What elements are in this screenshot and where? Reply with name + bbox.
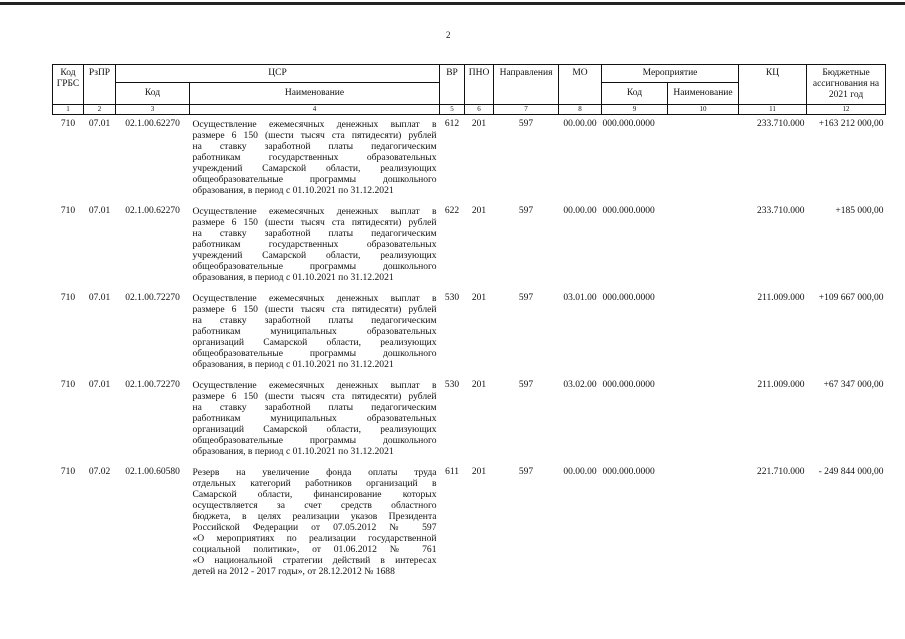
- cell-pno: 201: [471, 119, 487, 129]
- col-number: 4: [190, 105, 440, 115]
- cell-mo: 00.00.00: [563, 119, 597, 129]
- name-line: отдельных категорий работников организаций в: [192, 478, 437, 489]
- col-number: 5: [440, 105, 465, 115]
- table-row: [53, 115, 886, 203]
- page-number: 2: [446, 30, 451, 40]
- cell-kc: 211.009.000: [757, 380, 805, 390]
- cell-vr: 530: [444, 293, 460, 303]
- table-row: [53, 376, 886, 463]
- cell-name: [190, 289, 440, 376]
- name-line: учреждений Самарской области, реализующих: [192, 163, 437, 174]
- name-line: образования, в период с 01.10.2021 по 31.12.2021: [192, 359, 394, 370]
- name-line: Резерв на увеличение фонда оплаты труда: [192, 467, 437, 478]
- name-line: детей на 2012 - 2017 годы», от 28.12.2012 № 1688: [192, 566, 395, 577]
- budget-table: [52, 64, 886, 583]
- header-budget: Бюджетные ассигнования на 2021 год: [807, 65, 886, 105]
- name-line: образования, в период с 01.10.2021 по 31.12.2021: [192, 446, 394, 457]
- cell-csr-kod: 02.1.00.72270: [125, 380, 180, 390]
- col-number: 1: [53, 105, 84, 115]
- name-line: размере 6 150 (шести тысяч ста пятидесяти) рублей: [192, 130, 437, 141]
- cell-csr-kod: 02.1.00.72270: [125, 293, 180, 303]
- header-napravleniya: Направления: [494, 65, 559, 105]
- name-line: Российской Федерации от 07.05.2012 № 597: [192, 522, 437, 533]
- name-line: общеобразовательные программы дошкольного: [192, 435, 437, 446]
- name-line: на ставку заработной платы педагогическим: [192, 315, 437, 326]
- cell-pno: 201: [471, 380, 487, 390]
- name-line: образования, в период с 01.10.2021 по 31.12.2021: [192, 185, 394, 196]
- header-csr-name: Наименование: [190, 83, 440, 105]
- cell-mo: 00.00.00: [563, 206, 597, 216]
- cell-mer-name: [668, 202, 739, 289]
- header-kc: КЦ: [739, 65, 807, 105]
- cell-mer-name: [668, 289, 739, 376]
- header-mer-kod: Код: [602, 83, 668, 105]
- name-line: учреждений Самарской области, реализующих: [192, 250, 437, 261]
- name-line: Осуществление ежемесячных денежных выплат в: [192, 380, 437, 391]
- cell-csr-kod: 02.1.00.62270: [125, 119, 180, 129]
- name-line: общеобразовательные программы дошкольного: [192, 348, 437, 359]
- col-number: 10: [668, 105, 739, 115]
- cell-napravleniya: 597: [518, 206, 534, 216]
- cell-mer-name: [668, 115, 739, 203]
- col-number: 6: [465, 105, 494, 115]
- name-line: Осуществление ежемесячных денежных выплат в: [192, 293, 437, 304]
- cell-vr: 622: [444, 206, 460, 216]
- cell-mer-kod: 000.000.0000: [602, 119, 655, 129]
- cell-mer-name: [668, 463, 739, 583]
- cell-vr: 611: [445, 467, 459, 477]
- name-line: организаций Самарской области, реализующих: [192, 424, 437, 435]
- header-meropriyatie: Мероприятие: [602, 65, 739, 83]
- cell-amount: +67 347 000,00: [823, 380, 884, 390]
- cell-amount: +185 000,00: [835, 206, 884, 216]
- cell-pno: 201: [471, 293, 487, 303]
- cell-mer-name: [668, 376, 739, 463]
- cell-rzpr: 07.02: [88, 467, 111, 477]
- name-line: осуществляется за счет средств областного: [192, 500, 437, 511]
- table-row: [53, 289, 886, 376]
- header-csr: ЦСР: [116, 65, 440, 83]
- name-line: общеобразовательные программы дошкольного: [192, 174, 437, 185]
- cell-pno: 201: [471, 206, 487, 216]
- cell-name: [190, 463, 440, 583]
- cell-rzpr: 07.01: [88, 119, 111, 129]
- name-line: Самарской области, финансирование которых: [192, 489, 437, 500]
- col-number: 11: [739, 105, 807, 115]
- name-line: «О мероприятиях по реализации государственной: [192, 533, 437, 544]
- cell-mo: 03.01.00: [563, 293, 597, 303]
- cell-mer-kod: 000.000.0000: [602, 467, 655, 477]
- cell-amount: +163 212 000,00: [818, 119, 884, 129]
- name-line: размере 6 150 (шести тысяч ста пятидесяти) рублей: [192, 391, 437, 402]
- name-line: на ставку заработной платы педагогическим: [192, 228, 437, 239]
- name-line: «О национальной стратегии действий в интересах: [192, 555, 437, 566]
- cell-napravleniya: 597: [518, 380, 534, 390]
- cell-name: [190, 202, 440, 289]
- header-kod-grbs: Код ГРБС: [53, 65, 84, 105]
- cell-mer-kod: 000.000.0000: [602, 206, 655, 216]
- name-line: работникам государственных образовательных: [192, 152, 437, 163]
- col-number: 12: [807, 105, 886, 115]
- col-number: 9: [602, 105, 668, 115]
- cell-napravleniya: 597: [518, 293, 534, 303]
- name-line: размере 6 150 (шести тысяч ста пятидесяти) рублей: [192, 304, 437, 315]
- top-border-rule: [0, 2, 905, 5]
- name-line: работникам муниципальных образовательных: [192, 326, 437, 337]
- cell-pno: 201: [471, 467, 487, 477]
- cell-name: [190, 376, 440, 463]
- cell-kc: 221.710.000: [757, 467, 805, 477]
- name-line: организаций Самарской области, реализующих: [192, 337, 437, 348]
- cell-rzpr: 07.01: [88, 380, 111, 390]
- header-csr-kod: Код: [116, 83, 190, 105]
- table-row: [53, 463, 886, 583]
- cell-napravleniya: 597: [518, 119, 534, 129]
- cell-rzpr: 07.01: [88, 206, 111, 216]
- col-number: 8: [559, 105, 602, 115]
- name-line: бюджета, в целях реализации указов Президента: [192, 511, 437, 522]
- header-mer-name: Наименование: [668, 83, 739, 105]
- cell-kod-grbs: 710: [60, 206, 76, 216]
- cell-mo: 00.00.00: [563, 467, 597, 477]
- cell-mer-kod: 000.000.0000: [602, 380, 655, 390]
- name-line: Осуществление ежемесячных денежных выплат в: [192, 206, 437, 217]
- cell-vr: 530: [444, 380, 460, 390]
- name-line: социальной политики», от 01.06.2012 № 761: [192, 544, 437, 555]
- header-pno: ПНО: [465, 65, 494, 105]
- cell-amount: +109 667 000,00: [818, 293, 884, 303]
- cell-kod-grbs: 710: [60, 119, 76, 129]
- table-row: [53, 202, 886, 289]
- cell-kod-grbs: 710: [60, 467, 76, 477]
- col-number: 2: [84, 105, 116, 115]
- cell-kc: 211.009.000: [757, 293, 805, 303]
- header-mo: МО: [559, 65, 602, 105]
- cell-name: [190, 115, 440, 203]
- cell-amount: - 249 844 000,00: [818, 467, 884, 477]
- cell-vr: 612: [444, 119, 460, 129]
- name-line: работникам государственных образовательных: [192, 239, 437, 250]
- cell-csr-kod: 02.1.00.62270: [125, 206, 180, 216]
- name-line: размере 6 150 (шести тысяч ста пятидесяти) рублей: [192, 217, 437, 228]
- name-line: на ставку заработной платы педагогическим: [192, 402, 437, 413]
- col-number: 3: [116, 105, 190, 115]
- name-line: общеобразовательные программы дошкольного: [192, 261, 437, 272]
- name-line: Осуществление ежемесячных денежных выплат в: [192, 119, 437, 130]
- cell-rzpr: 07.01: [88, 293, 111, 303]
- header-vr: ВР: [440, 65, 465, 105]
- name-line: на ставку заработной платы педагогическим: [192, 141, 437, 152]
- cell-kc: 233.710.000: [757, 119, 805, 129]
- cell-mer-kod: 000.000.0000: [602, 293, 655, 303]
- name-line: образования, в период с 01.10.2021 по 31.12.2021: [192, 272, 394, 283]
- col-number: 7: [494, 105, 559, 115]
- cell-kod-grbs: 710: [60, 380, 76, 390]
- cell-kc: 233.710.000: [757, 206, 805, 216]
- cell-mo: 03.02.00: [563, 380, 597, 390]
- cell-csr-kod: 02.1.00.60580: [125, 467, 180, 477]
- header-rzpr: РзПР: [84, 65, 116, 105]
- name-line: работникам муниципальных образовательных: [192, 413, 437, 424]
- cell-napravleniya: 597: [518, 467, 534, 477]
- cell-kod-grbs: 710: [60, 293, 76, 303]
